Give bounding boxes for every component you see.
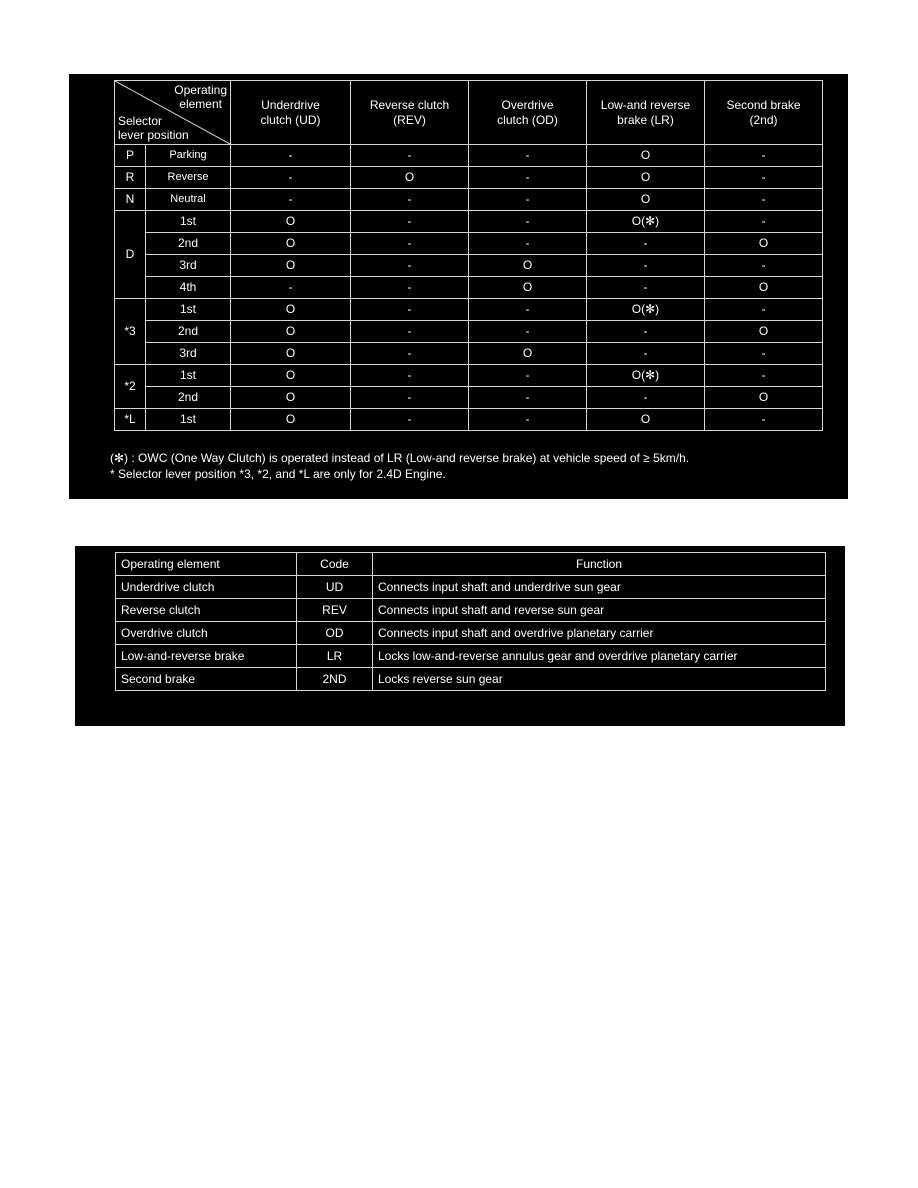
engagement-cell: -	[351, 321, 469, 343]
engagement-cell: -	[231, 167, 351, 189]
table-notes	[110, 450, 689, 482]
engagement-cell: O	[231, 409, 351, 431]
selector-position-label: *L	[115, 409, 146, 431]
engagement-cell: -	[469, 321, 587, 343]
engagement-cell: -	[231, 277, 351, 299]
engagement-cell: -	[587, 233, 705, 255]
table-row	[115, 409, 823, 431]
engagement-cell: -	[231, 145, 351, 167]
gear-name: 3rd	[146, 343, 231, 365]
function-cell: Connects input shaft and reverse sun gear	[373, 599, 826, 622]
table-header-row	[115, 81, 823, 145]
engagement-cell: O	[587, 189, 705, 211]
gear-name: 3rd	[146, 255, 231, 277]
engagement-cell: -	[587, 255, 705, 277]
engagement-cell: -	[469, 409, 587, 431]
gear-name: Parking	[146, 145, 231, 167]
owc-note: (✻) : OWC (One Way Clutch) is operated instead of LR (Low-and reverse brake) at vehicle speed of ≥ 5km/h.	[110, 451, 690, 465]
engagement-cell: -	[705, 365, 823, 387]
selector-position-label: N	[115, 189, 146, 211]
column-header-overdrive: Overdrive clutch (OD)	[469, 81, 587, 145]
engine-note: * Selector lever position *3, *2, and *L are only for 2.4D Engine.	[110, 467, 446, 481]
gear-name: 1st	[146, 365, 231, 387]
engagement-cell: -	[351, 233, 469, 255]
engagement-cell: -	[705, 343, 823, 365]
code-cell: 2ND	[297, 668, 373, 691]
table-row	[115, 145, 823, 167]
function-cell: Connects input shaft and overdrive planetary carrier	[373, 622, 826, 645]
function-cell: Locks reverse sun gear	[373, 668, 826, 691]
table-row	[116, 576, 826, 599]
selector-position-corner-label: Selector lever position	[118, 114, 189, 142]
engagement-cell: -	[351, 343, 469, 365]
engagement-cell: O	[231, 321, 351, 343]
table-row	[115, 321, 823, 343]
element-name-cell: Second brake	[116, 668, 297, 691]
engagement-cell: -	[705, 211, 823, 233]
gear-name: Reverse	[146, 167, 231, 189]
engagement-cell: -	[469, 299, 587, 321]
engagement-cell: -	[351, 255, 469, 277]
table-row	[115, 387, 823, 409]
table-row	[115, 343, 823, 365]
column-header-underdrive: Underdrive clutch (UD)	[231, 81, 351, 145]
table-row	[115, 365, 823, 387]
engagement-cell: O	[705, 321, 823, 343]
engagement-cell: O	[231, 343, 351, 365]
corner-header-cell	[115, 81, 231, 145]
engagement-cell: -	[351, 211, 469, 233]
engagement-cell: -	[469, 167, 587, 189]
selector-position-label: P	[115, 145, 146, 167]
table-row	[115, 211, 823, 233]
engagement-cell: -	[469, 145, 587, 167]
engagement-cell: -	[705, 409, 823, 431]
code-cell: REV	[297, 599, 373, 622]
function-cell: Connects input shaft and underdrive sun gear	[373, 576, 826, 599]
engagement-cell: -	[587, 277, 705, 299]
engagement-cell: -	[587, 321, 705, 343]
table-row	[116, 645, 826, 668]
operating-elements-panel	[69, 74, 848, 499]
engagement-cell: O	[587, 167, 705, 189]
engagement-cell: O	[469, 277, 587, 299]
element-name-cell: Overdrive clutch	[116, 622, 297, 645]
engagement-cell: -	[469, 365, 587, 387]
engagement-cell: O	[469, 343, 587, 365]
operating-table-body	[115, 145, 823, 431]
code-cell: UD	[297, 576, 373, 599]
gear-name: 2nd	[146, 233, 231, 255]
engagement-cell: -	[705, 167, 823, 189]
engagement-cell: -	[587, 387, 705, 409]
selector-position-label: R	[115, 167, 146, 189]
gear-name: 1st	[146, 299, 231, 321]
table-row	[115, 233, 823, 255]
selector-position-label: D	[115, 211, 146, 299]
table-row	[116, 599, 826, 622]
column-header-low-reverse: Low-and reverse brake (LR)	[587, 81, 705, 145]
element-table-body	[116, 576, 826, 691]
engagement-cell: -	[705, 189, 823, 211]
engagement-cell: -	[469, 233, 587, 255]
engagement-cell: O	[231, 387, 351, 409]
engagement-cell: -	[469, 189, 587, 211]
table-row	[116, 668, 826, 691]
engagement-cell: O	[231, 211, 351, 233]
table-row	[115, 255, 823, 277]
engagement-cell: O(✻)	[587, 365, 705, 387]
function-cell: Locks low-and-reverse annulus gear and overdrive planetary carrier	[373, 645, 826, 668]
table-header-row	[116, 553, 826, 576]
engagement-cell: -	[587, 343, 705, 365]
engagement-cell: -	[351, 189, 469, 211]
gear-name: 4th	[146, 277, 231, 299]
engagement-cell: O	[231, 299, 351, 321]
column-header-second-brake: Second brake (2nd)	[705, 81, 823, 145]
engagement-cell: O(✻)	[587, 211, 705, 233]
operating-elements-table	[114, 80, 823, 431]
gear-name: 1st	[146, 211, 231, 233]
engagement-cell: -	[469, 211, 587, 233]
gear-name: 1st	[146, 409, 231, 431]
engagement-cell: -	[231, 189, 351, 211]
table-row	[115, 299, 823, 321]
engagement-cell: O	[231, 365, 351, 387]
engagement-cell: -	[351, 277, 469, 299]
column-header-reverse: Reverse clutch (REV)	[351, 81, 469, 145]
engagement-cell: -	[705, 255, 823, 277]
element-function-table	[115, 552, 826, 691]
gear-name: Neutral	[146, 189, 231, 211]
element-name-cell: Reverse clutch	[116, 599, 297, 622]
code-cell: LR	[297, 645, 373, 668]
element-name-cell: Underdrive clutch	[116, 576, 297, 599]
engagement-cell: O	[231, 255, 351, 277]
engagement-cell: O	[587, 145, 705, 167]
engagement-cell: O	[231, 233, 351, 255]
header-operating-element: Operating element	[116, 553, 297, 576]
table-row	[115, 277, 823, 299]
selector-position-label: *3	[115, 299, 146, 365]
engagement-cell: O	[705, 277, 823, 299]
engagement-cell: O	[705, 387, 823, 409]
table-row	[115, 167, 823, 189]
gear-name: 2nd	[146, 387, 231, 409]
engagement-cell: O	[705, 233, 823, 255]
engagement-cell: O(✻)	[587, 299, 705, 321]
header-function: Function	[373, 553, 826, 576]
engagement-cell: O	[587, 409, 705, 431]
operating-element-corner-label: Operating element	[174, 83, 227, 111]
table-row	[116, 622, 826, 645]
header-code: Code	[297, 553, 373, 576]
gear-name: 2nd	[146, 321, 231, 343]
engagement-cell: O	[469, 255, 587, 277]
selector-position-label: *2	[115, 365, 146, 409]
engagement-cell: -	[351, 409, 469, 431]
engagement-cell: -	[705, 145, 823, 167]
element-function-panel	[75, 546, 845, 726]
engagement-cell: -	[351, 387, 469, 409]
engagement-cell: -	[351, 145, 469, 167]
engagement-cell: -	[705, 299, 823, 321]
engagement-cell: -	[351, 299, 469, 321]
code-cell: OD	[297, 622, 373, 645]
element-name-cell: Low-and-reverse brake	[116, 645, 297, 668]
table-row	[115, 189, 823, 211]
engagement-cell: O	[351, 167, 469, 189]
engagement-cell: -	[351, 365, 469, 387]
engagement-cell: -	[469, 387, 587, 409]
